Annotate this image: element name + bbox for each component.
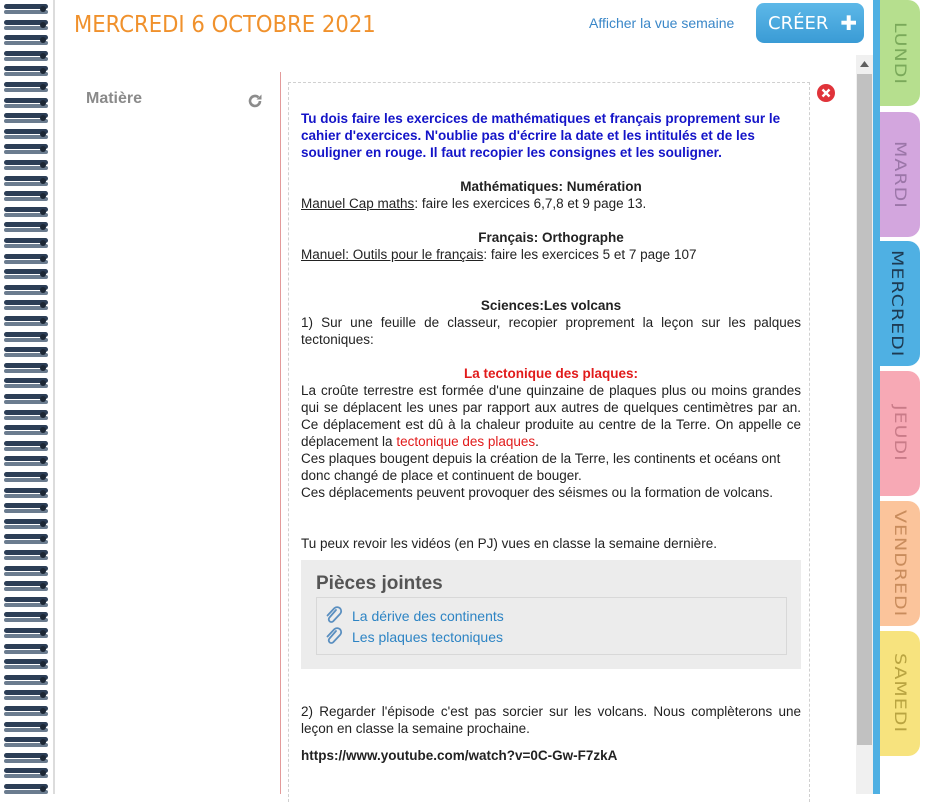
spiral-ring <box>4 176 48 189</box>
spiral-ring <box>4 488 48 501</box>
lesson-paragraph-1: La croûte terrestre est formée d'une quinzaine de plaques plus ou moins grandes qui se déplacent les unes par rapport aux autres de quelques centimètres par an. Ce déplacement est dû à la chaleur produite au centre de la Terre. On appelle ce déplacement la tectonique des plaques. <box>301 383 801 449</box>
spiral-ring <box>4 644 48 657</box>
spiral-ring <box>4 425 48 438</box>
spiral-ring <box>4 394 48 407</box>
create-button[interactable] <box>756 3 864 43</box>
math-book: Manuel Cap maths <box>301 196 415 211</box>
attachment-item[interactable] <box>325 606 504 626</box>
spiral-ring <box>4 160 48 173</box>
tab-label: JEUDI <box>890 405 910 462</box>
scroll-up-arrow[interactable] <box>856 55 873 72</box>
spiral-ring <box>4 566 48 579</box>
instructions-text: Tu dois faire les exercices de mathématiques et français proprement sur le cahier d'exercices. N'oublie pas d'écrire la date et les intitulés et de les souligner en rouge. Il faut recopier les consignes et les souligner. <box>301 111 781 160</box>
paperclip-icon <box>325 606 343 626</box>
spiral-ring <box>4 285 48 298</box>
page-title: MERCREDI 6 OCTOBRE 2021 <box>74 12 376 38</box>
spiral-ring <box>4 441 48 454</box>
spiral-ring <box>4 35 48 48</box>
spiral-ring <box>4 784 48 797</box>
spiral-ring <box>4 753 48 766</box>
attachment-link[interactable]: Les plaques tectoniques <box>352 628 503 645</box>
subject-label: Matière <box>86 90 143 107</box>
spiral-ring <box>4 550 48 563</box>
spiral-ring <box>4 534 48 547</box>
tab-label: VENDREDI <box>890 509 910 618</box>
tab-vendredi[interactable] <box>880 501 920 626</box>
spiral-ring <box>4 722 48 735</box>
create-button-label: CRÉER <box>768 12 829 34</box>
spiral-ring <box>4 472 48 485</box>
math-heading: Mathématiques: Numération <box>460 179 642 194</box>
paperclip-icon <box>325 627 343 647</box>
science-step-1: 1) Sur une feuille de classeur, recopier proprement la leçon sur les palques tectoniques: <box>301 315 801 347</box>
spiral-ring <box>4 581 48 594</box>
spiral-ring <box>4 207 48 220</box>
spiral-ring <box>4 129 48 142</box>
spiral-ring <box>4 4 48 17</box>
spiral-binding <box>0 0 56 794</box>
step-2-text: 2) Regarder l'épisode c'est pas sorcier sur les volcans. Nous complèterons une leçon en classe la semaine prochaine. <box>301 704 801 736</box>
spiral-ring <box>4 82 48 95</box>
week-view-link[interactable]: Afficher la vue semaine <box>589 15 735 31</box>
spiral-ring <box>4 410 48 423</box>
math-text: : faire les exercices 6,7,8 et 9 page 13. <box>414 196 647 211</box>
spiral-ring <box>4 737 48 750</box>
spiral-ring <box>4 238 48 251</box>
lesson-paragraph-3: Ces déplacements peuvent provoquer des séismes ou la formation de volcans. <box>301 485 774 500</box>
tab-mercredi[interactable] <box>873 241 920 366</box>
spiral-ring <box>4 254 48 267</box>
tab-samedi[interactable] <box>880 631 920 756</box>
attachments-title: Pièces jointes <box>316 573 443 594</box>
spiral-ring <box>4 690 48 703</box>
plus-icon: ✚ <box>840 11 858 35</box>
attachment-link[interactable]: La dérive des continents <box>352 607 504 624</box>
french-line <box>301 246 801 263</box>
lesson-paragraph-2: Ces plaques bougent depuis la création de la Terre, les continents et océans ont donc changé de place et continuent de bouger. <box>301 451 781 483</box>
tab-label: SAMEDI <box>890 653 910 734</box>
video-url[interactable]: https://www.youtube.com/watch?v=0C-Gw-F7zkA <box>301 748 618 763</box>
spiral-ring <box>4 503 48 516</box>
close-icon[interactable] <box>817 84 835 102</box>
spiral-ring <box>4 316 48 329</box>
french-text: : faire les exercices 5 et 7 page 107 <box>483 247 697 262</box>
videos-text: Tu peux revoir les vidéos (en PJ) vues en classe la semaine dernière. <box>301 536 717 551</box>
spiral-ring <box>4 378 48 391</box>
spiral-ring <box>4 628 48 641</box>
attachment-item[interactable] <box>325 627 503 647</box>
spiral-ring <box>4 20 48 33</box>
active-day-bar <box>873 0 880 794</box>
margin-line <box>280 72 281 794</box>
math-line <box>301 195 801 212</box>
spiral-ring <box>4 269 48 282</box>
chevron-up-icon <box>860 61 869 67</box>
spiral-ring <box>4 144 48 157</box>
french-book: Manuel: Outils pour le français <box>301 247 484 262</box>
spiral-ring <box>4 363 48 376</box>
spiral-ring <box>4 768 48 781</box>
spiral-ring <box>4 519 48 532</box>
spiral-ring <box>4 612 48 625</box>
spiral-ring <box>4 98 48 111</box>
spiral-ring <box>4 66 48 79</box>
spiral-ring <box>4 659 48 672</box>
attachments-list <box>316 597 787 655</box>
spiral-ring <box>4 51 48 64</box>
tab-label: MERCREDI <box>887 249 906 358</box>
spiral-ring <box>4 456 48 469</box>
attachments-panel <box>301 560 801 669</box>
spiral-ring <box>4 191 48 204</box>
lesson-title: La tectonique des plaques: <box>463 366 639 381</box>
homework-body <box>301 110 801 764</box>
tab-label: MARDI <box>890 140 910 209</box>
tab-lundi[interactable] <box>880 0 920 106</box>
spiral-ring <box>4 597 48 610</box>
tab-label: LUNDI <box>890 21 910 85</box>
spiral-ring <box>4 706 48 719</box>
refresh-icon[interactable] <box>246 92 264 110</box>
spiral-ring <box>4 113 48 126</box>
spiral-ring <box>4 675 48 688</box>
french-heading: Français: Orthographe <box>478 230 624 245</box>
spiral-ring <box>4 300 48 313</box>
spiral-ring <box>4 347 48 360</box>
science-heading: Sciences:Les volcans <box>480 298 622 313</box>
spiral-ring <box>4 222 48 235</box>
spiral-ring <box>4 332 48 345</box>
tab-mardi[interactable] <box>880 112 920 237</box>
tab-jeudi[interactable] <box>880 371 920 496</box>
scrollbar-thumb[interactable] <box>857 74 872 745</box>
lesson-highlight: tectonique des plaques <box>396 434 536 449</box>
